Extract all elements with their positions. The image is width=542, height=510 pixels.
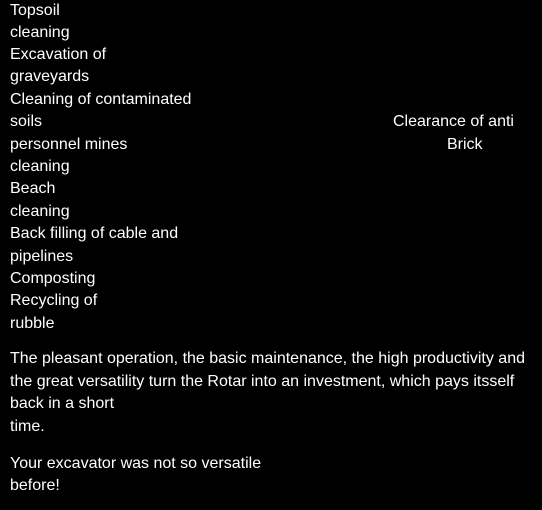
list-item-graveyards: graveyards [10,68,90,85]
list-item-brick: Brick [447,136,483,153]
closing-line: Your excavator was not so versatile [10,455,262,472]
list-item-personnel: personnel mines [10,136,128,153]
list-item-contaminated: Cleaning of contaminated [10,91,192,108]
list-item-pipelines: pipelines [10,248,74,265]
paragraph-line: back in a short [10,395,115,412]
list-item-back-filling: Back filling of cable and [10,225,179,242]
list-item-rubble: rubble [10,315,55,332]
list-item-clearance: Clearance of anti [393,113,514,130]
list-item-excavation: Excavation of [10,46,107,63]
list-item-recycling: Recycling of [10,292,98,309]
list-item-cleaning-3: cleaning [10,203,70,220]
closing-line: before! [10,477,60,494]
list-item-cleaning-2: cleaning [10,158,70,175]
list-item-topsoil: Topsoil [10,2,60,19]
paragraph-line: The pleasant operation, the basic maintenance, the high productivity and [10,350,525,367]
list-item-cleaning-1: cleaning [10,24,70,41]
paragraph-line: the great versatility turn the Rotar into an investment, which pays itsself [10,373,515,390]
paragraph-line: time. [10,418,45,435]
list-item-composting: Composting [10,270,96,287]
list-item-beach: Beach [10,180,56,197]
list-item-soils: soils [10,113,43,130]
